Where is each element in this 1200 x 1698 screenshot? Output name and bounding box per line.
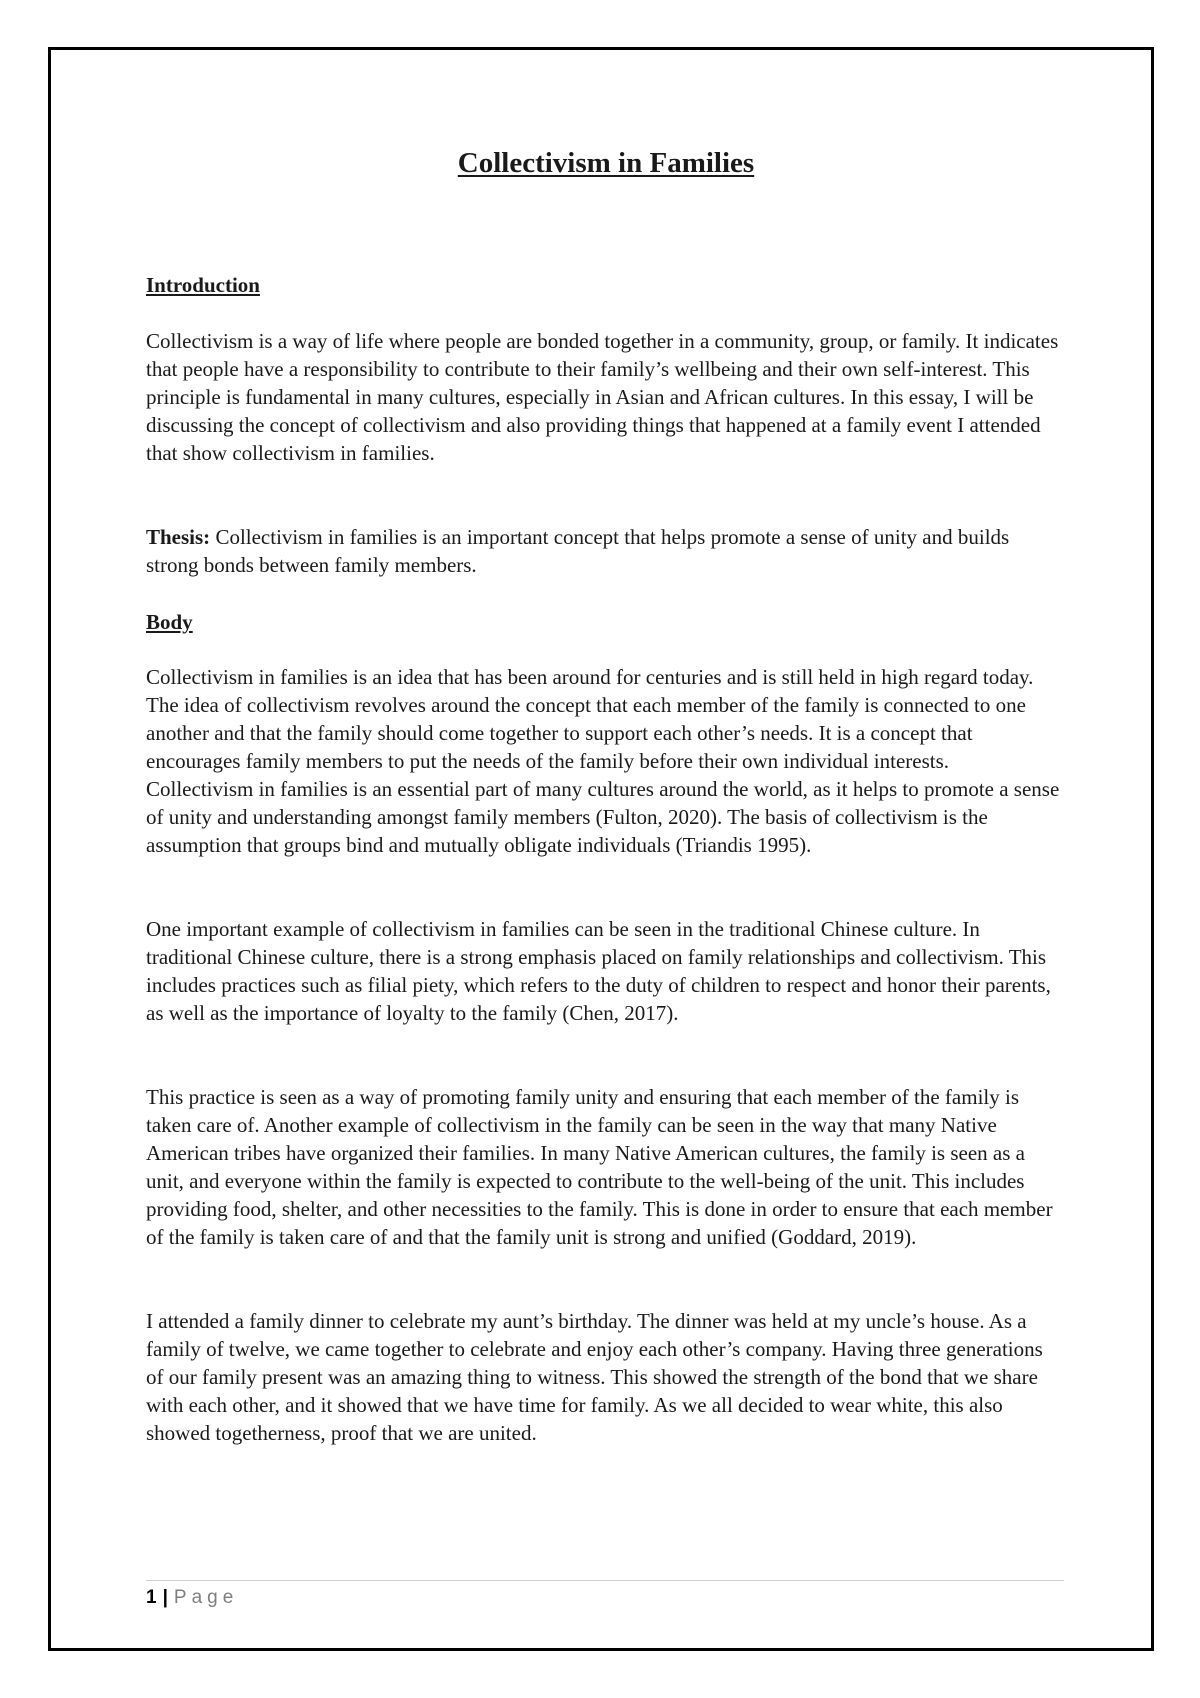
- page-label: Page: [173, 1587, 239, 1608]
- thesis-statement: [146, 523, 1061, 579]
- body-paragraph-1: Collectivism in families is an idea that has been around for centuries and is still held in high regard today. The idea of collectivism revolves around the concept that each member of the family is connected to one another and that the family should come together to support each other’s needs. It is a concept that encourages family members to put the needs of the family before their own individual interests. Collectivism in families is an essential part of many cultures around the world, as it helps to promote a sense of unity and understanding amongst family members (Fulton, 2020). The basis of collectivism is the assumption that groups bind and mutually obligate individuals (Triandis 1995).: [146, 665, 1060, 857]
- document-title: Collectivism in Families: [457, 147, 755, 179]
- body-paragraph-4: I attended a family dinner to celebrate my aunt’s birthday. The dinner was held at my uncle’s house. As a family of twelve, we came together to celebrate and enjoy each other’s company. Having three generations of our family present was an amazing thing to witness. This showed the strength of the bond that we share with each other, and it showed that we have time for family. As we all decided to wear white, this also showed togetherness, proof that we are united.: [146, 1309, 1043, 1445]
- body-heading: Body: [146, 610, 193, 634]
- page-number: 1: [146, 1587, 157, 1608]
- page-footer: [146, 1586, 238, 1610]
- introduction-heading: Introduction: [146, 273, 260, 297]
- body-paragraph-2: One important example of collectivism in families can be seen in the traditional Chinese culture. In traditional Chinese culture, there is a strong emphasis placed on family relationships and collectivism. This includes practices such as filial piety, which refers to the duty of children to respect and honor their parents, as well as the importance of loyalty to the family (Chen, 2017).: [146, 917, 1051, 1025]
- thesis-label: Thesis:: [146, 525, 211, 549]
- footer-separator: |: [162, 1587, 168, 1608]
- thesis-text: Collectivism in families is an important concept that helps promote a sense of unity and builds strong bonds between family members.: [146, 525, 1010, 577]
- body-paragraph-3: This practice is seen as a way of promoting family unity and ensuring that each member of the family is taken care of. Another example of collectivism in the family can be seen in the way that many Native American tribes have organized their families. In many Native American cultures, the family is seen as a unit, and everyone within the family is expected to contribute to the well-being of the unit. This includes providing food, shelter, and other necessities to the family. This is done in order to ensure that each member of the family is taken care of and that the family unit is strong and unified (Goddard, 2019).: [146, 1085, 1053, 1249]
- introduction-paragraph: Collectivism is a way of life where people are bonded together in a community, group, or family. It indicates that people have a responsibility to contribute to their family’s wellbeing and their own self-interest. This principle is fundamental in many cultures, especially in Asian and African cultures. In this essay, I will be discussing the concept of collectivism and also providing things that happened at a family event I attended that show collectivism in families.: [146, 329, 1059, 465]
- footer-divider: [146, 1580, 1064, 1581]
